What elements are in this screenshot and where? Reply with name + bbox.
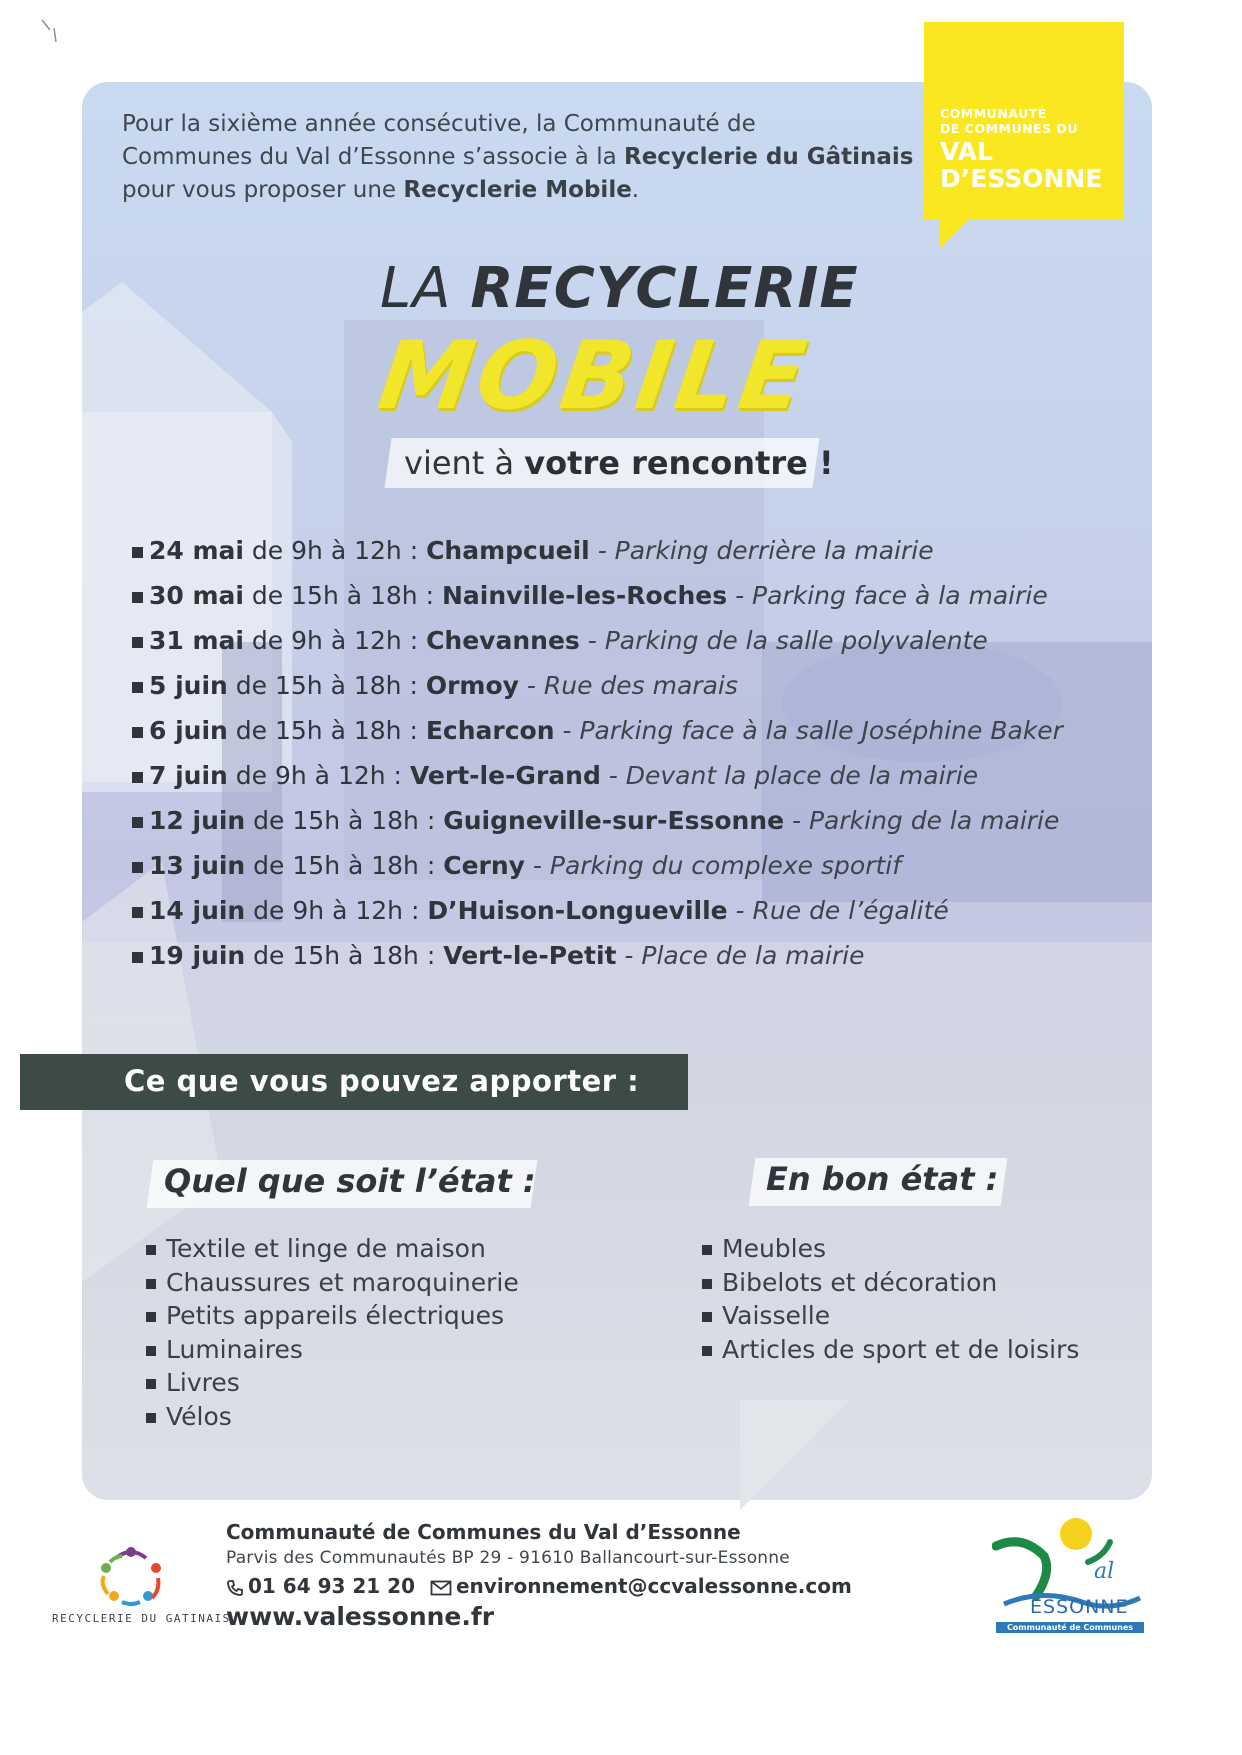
bullet-icon	[132, 637, 143, 648]
bullet-icon	[146, 1279, 156, 1289]
email-address: environnement@ccvalessonne.com	[455, 1574, 852, 1598]
schedule-item: 12 juin de 15h à 18h : Guigneville-sur-Essonne - Parking de la mairie	[132, 804, 1063, 849]
val-essonne-badge	[924, 22, 1124, 219]
svg-text:al: al	[1094, 1559, 1115, 1584]
list-item: Meubles	[702, 1234, 1079, 1268]
list-item: Vélos	[146, 1402, 519, 1436]
bullet-icon	[146, 1245, 156, 1255]
bullet-icon	[132, 682, 143, 693]
schedule-list	[132, 534, 1063, 984]
schedule-item: 7 juin de 9h à 12h : Vert-le-Grand - Devant la place de la mairie	[132, 759, 1063, 804]
schedule-item: 14 juin de 9h à 12h : D’Huison-Longueville - Rue de l’égalité	[132, 894, 1063, 939]
bullet-icon	[132, 547, 143, 558]
schedule-item: 31 mai de 9h à 12h : Chevannes - Parking de la salle polyvalente	[132, 624, 1063, 669]
any-state-heading: Quel que soit l’état :	[164, 1162, 536, 1200]
list-item: Petits appareils électriques	[146, 1301, 519, 1335]
bullet-icon	[132, 817, 143, 828]
schedule-item: 13 juin de 15h à 18h : Cerny - Parking du complexe sportif	[132, 849, 1063, 894]
phone-icon	[226, 1579, 244, 1597]
schedule-item: 6 juin de 15h à 18h : Echarcon - Parking face à la salle Joséphine Baker	[132, 714, 1063, 759]
list-item: Articles de sport et de loisirs	[702, 1335, 1079, 1369]
intro-recyclerie-gatinais: Recyclerie du Gâtinais	[624, 144, 914, 170]
title-mobile: MOBILE	[372, 322, 816, 431]
footer-org-name: Communauté de Communes du Val d’Essonne	[226, 1520, 741, 1544]
bullet-icon	[132, 907, 143, 918]
schedule-item: 24 mai de 9h à 12h : Champcueil - Parking derrière la mairie	[132, 534, 1063, 579]
badge-tail	[940, 218, 970, 248]
badge-line-1: COMMUNAUTÉ	[940, 106, 1047, 121]
bullet-icon	[132, 592, 143, 603]
footer-website: www.valessonne.fr	[226, 1602, 495, 1631]
bullet-icon	[132, 952, 143, 963]
list-item: Vaisselle	[702, 1301, 1079, 1335]
list-item: Chaussures et maroquinerie	[146, 1268, 519, 1302]
bullet-icon	[146, 1346, 156, 1356]
badge-line-4: D’ESSONNE	[940, 164, 1103, 193]
bring-banner: Ce que vous pouvez apporter :	[20, 1054, 688, 1110]
scan-mark-icon	[40, 18, 64, 46]
bullet-icon	[146, 1379, 156, 1389]
bullet-icon	[702, 1312, 712, 1322]
list-item: Textile et linge de maison	[146, 1234, 519, 1268]
badge-line-2: DE COMMUNES DU	[940, 121, 1078, 136]
bullet-icon	[702, 1245, 712, 1255]
bullet-icon	[146, 1413, 156, 1423]
any-state-list	[146, 1234, 519, 1435]
schedule-item: 5 juin de 15h à 18h : Ormoy - Rue des marais	[132, 669, 1063, 714]
title-la-recyclerie: LA RECYCLERIE	[380, 256, 859, 321]
intro-text: Pour la sixième année consécutive, la Communauté de Communes du Val d’Essonne s’associe à la Recyclerie du Gâtinais pour vous proposer une Recyclerie Mobile.	[122, 111, 914, 203]
bullet-icon	[132, 862, 143, 873]
val-essonne-strip: Communauté de Communes	[996, 1622, 1144, 1633]
val-essonne-word: ESSONNE	[1030, 1596, 1129, 1618]
bullet-icon	[146, 1312, 156, 1322]
good-state-heading: En bon état :	[766, 1160, 999, 1198]
footer-address: Parvis des Communautés BP 29 - 91610 Ballancourt-sur-Essonne	[226, 1548, 790, 1568]
list-item: Livres	[146, 1368, 519, 1402]
bullet-icon	[702, 1346, 712, 1356]
phone-number: 01 64 93 21 20	[248, 1574, 416, 1598]
intro-recyclerie-mobile: Recyclerie Mobile	[403, 177, 632, 203]
panel-speech-tail	[740, 1400, 850, 1510]
recyclerie-gatinais-text: RECYCLERIE DU GATINAIS	[52, 1612, 231, 1625]
recyclerie-gatinais-logo-icon	[96, 1544, 166, 1606]
list-item: Bibelots et décoration	[702, 1268, 1079, 1302]
good-state-list	[702, 1234, 1079, 1368]
schedule-item: 19 juin de 15h à 18h : Vert-le-Petit - Place de la mairie	[132, 939, 1063, 984]
subtitle: vient à votre rencontre !	[404, 444, 834, 482]
email-icon	[430, 1579, 452, 1597]
footer-contact	[226, 1574, 852, 1598]
bullet-icon	[132, 772, 143, 783]
badge-line-3: VAL	[940, 137, 993, 166]
bullet-icon	[702, 1279, 712, 1289]
bullet-icon	[132, 727, 143, 738]
schedule-item: 30 mai de 15h à 18h : Nainville-les-Roches - Parking face à la mairie	[132, 579, 1063, 624]
list-item: Luminaires	[146, 1335, 519, 1369]
